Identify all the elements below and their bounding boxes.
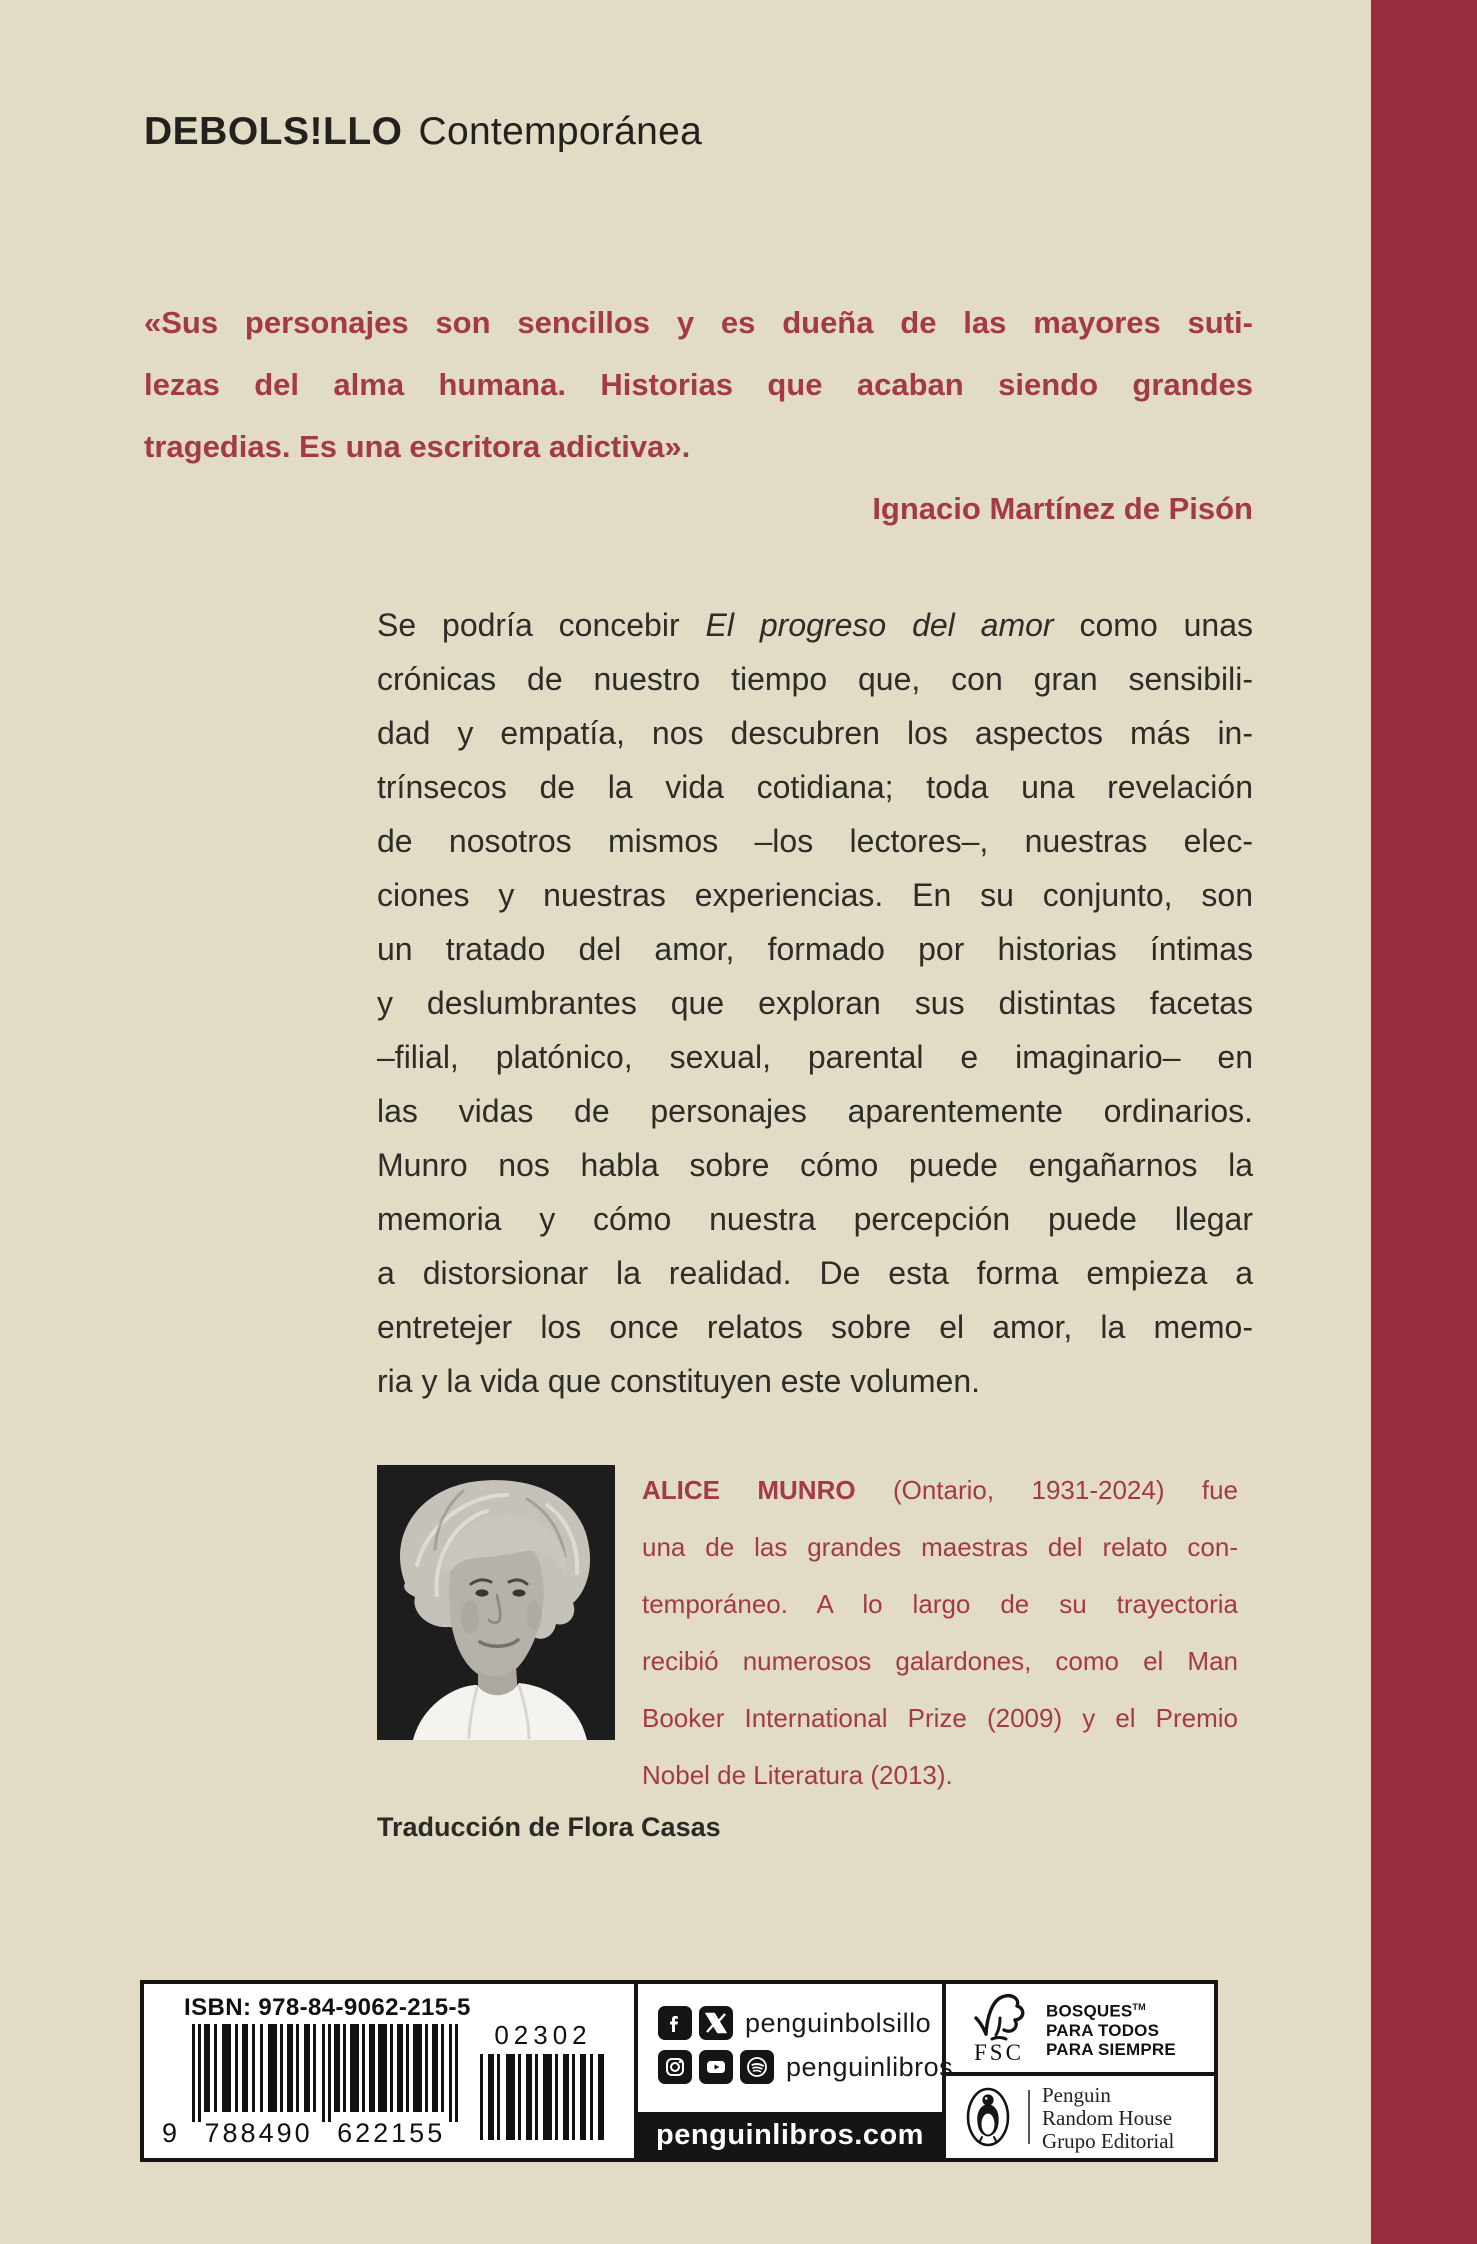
quote-line: «Sus personajes son sencillos y es dueña de las mayores suti-: [144, 305, 1253, 340]
fsc-tree-icon: [968, 1990, 1038, 2044]
synopsis-line: crónicas de nuestro tiempo que, con gran sensibili-: [377, 661, 1253, 697]
bio-line: temporáneo. A lo largo de su trayectoria: [642, 1589, 1238, 1619]
fsc-slogan-line: PARA SIEMPRE: [1046, 2039, 1176, 2059]
spine-red-strip: [1371, 0, 1477, 2244]
social-row-libros: [658, 2048, 954, 2086]
publisher-group-name: [1042, 2084, 1174, 2153]
synopsis-text: [377, 598, 1253, 1408]
facebook-icon: [658, 2006, 692, 2040]
footer-bar: [140, 1980, 1218, 2162]
publisher-line: Random House: [1042, 2106, 1173, 2130]
author-portrait-photo: [377, 1465, 615, 1740]
addon-barcode: [480, 2054, 606, 2140]
fsc-acronym: FSC: [974, 2040, 1024, 2065]
x-twitter-icon: [699, 2006, 733, 2040]
book-title-italic: El progreso del amor: [705, 607, 1054, 643]
quote-attribution: Ignacio Martínez de Pisón: [872, 491, 1253, 526]
translation-credit: Traducción de Flora Casas: [377, 1812, 721, 1842]
synopsis-line: y deslumbrantes que exploran sus distintas facetas: [377, 985, 1253, 1021]
synopsis-line: un tratado del amor, formado por historias íntimas: [377, 931, 1253, 967]
synopsis-line-text: como unas: [1053, 607, 1254, 643]
synopsis-line: [377, 598, 1253, 652]
synopsis-line: –filial, platónico, sexual, parental e imaginario– en: [377, 1039, 1253, 1075]
author-name: ALICE MUNRO: [642, 1475, 856, 1505]
barcode-panel: [144, 1984, 638, 2158]
quote-line: lezas del alma humana. Historias que acaban siendo grandes: [144, 367, 1253, 402]
isbn-label: ISBN: 978-84-9062-215-5: [184, 1994, 471, 2021]
synopsis-line: trínsecos de la vida cotidiana; toda una revelación: [377, 769, 1253, 805]
synopsis-line: dad y empatía, nos descubren los aspectos más in-: [377, 715, 1253, 751]
ean-digits: 9 788490 622155: [162, 2118, 446, 2148]
social-handle: penguinlibros: [786, 2051, 954, 2082]
synopsis-line: memoria y cómo nuestra percepción puede llegar: [377, 1201, 1253, 1237]
logos-panel: [946, 1984, 1214, 2158]
publisher-line: Penguin: [1042, 2083, 1111, 2107]
fsc-slogan: [1046, 1998, 1176, 2059]
penguin-logo-icon: [964, 2086, 1012, 2148]
bio-line: [642, 1462, 1238, 1519]
quote-line: tragedias. Es una escritora adictiva».: [144, 429, 691, 464]
collection-name: Contemporánea: [418, 110, 703, 153]
synopsis-line: entretejer los once relatos sobre el amor, la memo-: [377, 1309, 1253, 1345]
trademark-symbol: TM: [1132, 2002, 1146, 2012]
imprint-logo: DEBOLS!LLO: [144, 110, 403, 153]
publisher-line: Grupo Editorial: [1042, 2129, 1175, 2153]
review-quote: [144, 292, 1253, 540]
social-panel: [638, 1984, 954, 2158]
bio-line: Booker International Prize (2009) y el Premio: [642, 1703, 1238, 1733]
synopsis-line: ria y la vida que constituyen este volumen.: [377, 1363, 980, 1399]
ean-barcode: [192, 2024, 458, 2122]
fsc-slogan-line: PARA TODOS: [1046, 2020, 1160, 2040]
website-band: penguinlibros.com: [638, 2112, 942, 2158]
instagram-icon: [658, 2050, 692, 2084]
addon-code: 02302: [494, 2020, 592, 2050]
synopsis-line: a distorsionar la realidad. De esta forma empieza a: [377, 1255, 1253, 1291]
synopsis-line: de nosotros mismos –los lectores–, nuestras elec-: [377, 823, 1253, 859]
publisher-header: [144, 110, 702, 154]
social-rows: [638, 1984, 954, 2112]
social-row-bolsillo: [658, 2004, 942, 2042]
author-bio: [642, 1462, 1238, 1804]
social-handle: penguinbolsillo: [745, 2007, 932, 2038]
bio-line: Nobel de Literatura (2013).: [642, 1760, 953, 1790]
publisher-group: [946, 2076, 1214, 2158]
fsc-slogan-line: BOSQUES: [1046, 2001, 1133, 2021]
spotify-icon: [740, 2050, 774, 2084]
synopsis-line: Munro nos habla sobre cómo puede engañarnos la: [377, 1147, 1253, 1183]
fsc-certification: [946, 1984, 1214, 2076]
synopsis-line: las vidas de personajes aparentemente ordinarios.: [377, 1093, 1253, 1129]
author-portrait-illustration: [377, 1465, 615, 1740]
bio-line-text: (Ontario, 1931-2024) fue: [855, 1475, 1238, 1505]
bio-line: una de las grandes maestras del relato con-: [642, 1532, 1238, 1562]
divider: [1028, 2090, 1030, 2144]
bio-line: recibió numerosos galardones, como el Man: [642, 1646, 1238, 1676]
synopsis-line: ciones y nuestras experiencias. En su conjunto, son: [377, 877, 1253, 913]
youtube-icon: [699, 2050, 733, 2084]
synopsis-line-text: Se podría concebir: [377, 607, 706, 643]
